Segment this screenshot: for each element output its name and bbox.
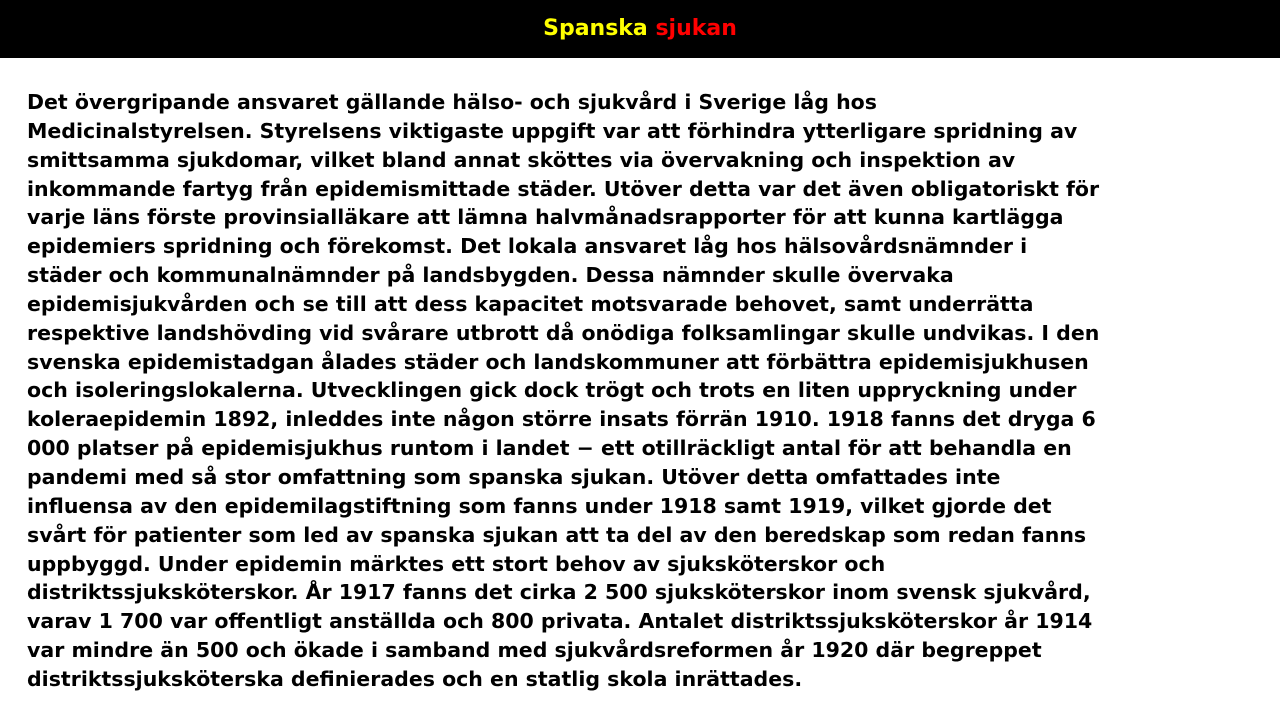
body-line: pandemi med så stor omfattning som spanska sjukan. Utöver detta omfattades inte [27,464,1001,489]
body-line: epidemiers spridning och förekomst. Det lokala ansvaret låg hos hälsovårdsnämnder i [27,234,1028,259]
body-line: Det övergripande ansvaret gällande hälso- och sjukvård i Sverige låg hos [27,90,877,114]
body-line: och isoleringslokalerna. Utvecklingen gick dock trögt och trots en liten uppryckning under [27,378,1077,403]
slide-title [543,18,737,40]
body-text [27,88,1262,694]
body-line: var mindre än 500 och ökade i samband med sjukvårdsreformen år 1920 där begreppet [27,638,1042,663]
title-word-spanska: Spanska [543,16,648,41]
body-line: Medicinalstyrelsen. Styrelsens viktigaste uppgift var att förhindra ytterligare spridning av [27,118,1078,143]
body-line: epidemisjukvården och se till att dess kapacitet motsvarade behovet, samt underrätta [27,291,1034,316]
body-line: smittsamma sjukdomar, vilket bland annat sköttes via övervakning och inspektion av [27,147,1016,172]
body-line: respektive landshövding vid svårare utbrott då onödiga folksamlingar skulle undvikas. I den [27,320,1100,345]
body-line: 000 platser på epidemisjukhus runtom i landet − ett otillräckligt antal för att behandla en [27,436,1072,461]
body-line: svårt för patienter som led av spanska sjukan att ta del av den beredskap som redan fanns [27,522,1087,547]
body-line: koleraepidemin 1892, inleddes inte någon större insats förrän 1910. 1918 fanns det dryga 6 [27,407,1096,432]
body-line: distriktssjuksköterska definierades och en statlig skola inrättades. [27,666,803,691]
body-line: inkommande fartyg från epidemismittade städer. Utöver detta var det även obligatoriskt för [27,176,1100,201]
body-line: svenska epidemistadgan ålades städer och landskommuner att förbättra epidemisjukhusen [27,349,1089,374]
body-line: städer och kommunalnämnder på landsbygden. Dessa nämnder skulle övervaka [27,263,954,288]
body-line: varje läns förste provinsialläkare att lämna halvmånadsrapporter för att kunna kartlägga [27,205,1064,230]
title-word-sjukan: sjukan [655,16,737,41]
body-line: distriktssjuksköterskor. År 1917 fanns det cirka 2 500 sjuksköterskor inom svensk sjukvård, [27,580,1091,605]
body-line: influensa av den epidemilagstiftning som fanns under 1918 samt 1919, vilket gjorde det [27,493,1052,518]
title-bar [0,0,1280,58]
body-line: uppbyggd. Under epidemin märktes ett stort behov av sjuksköterskor och [27,551,886,576]
body-line: varav 1 700 var offentligt anställda och 800 privata. Antalet distriktssjuksköterskor år 1914 [27,609,1093,634]
